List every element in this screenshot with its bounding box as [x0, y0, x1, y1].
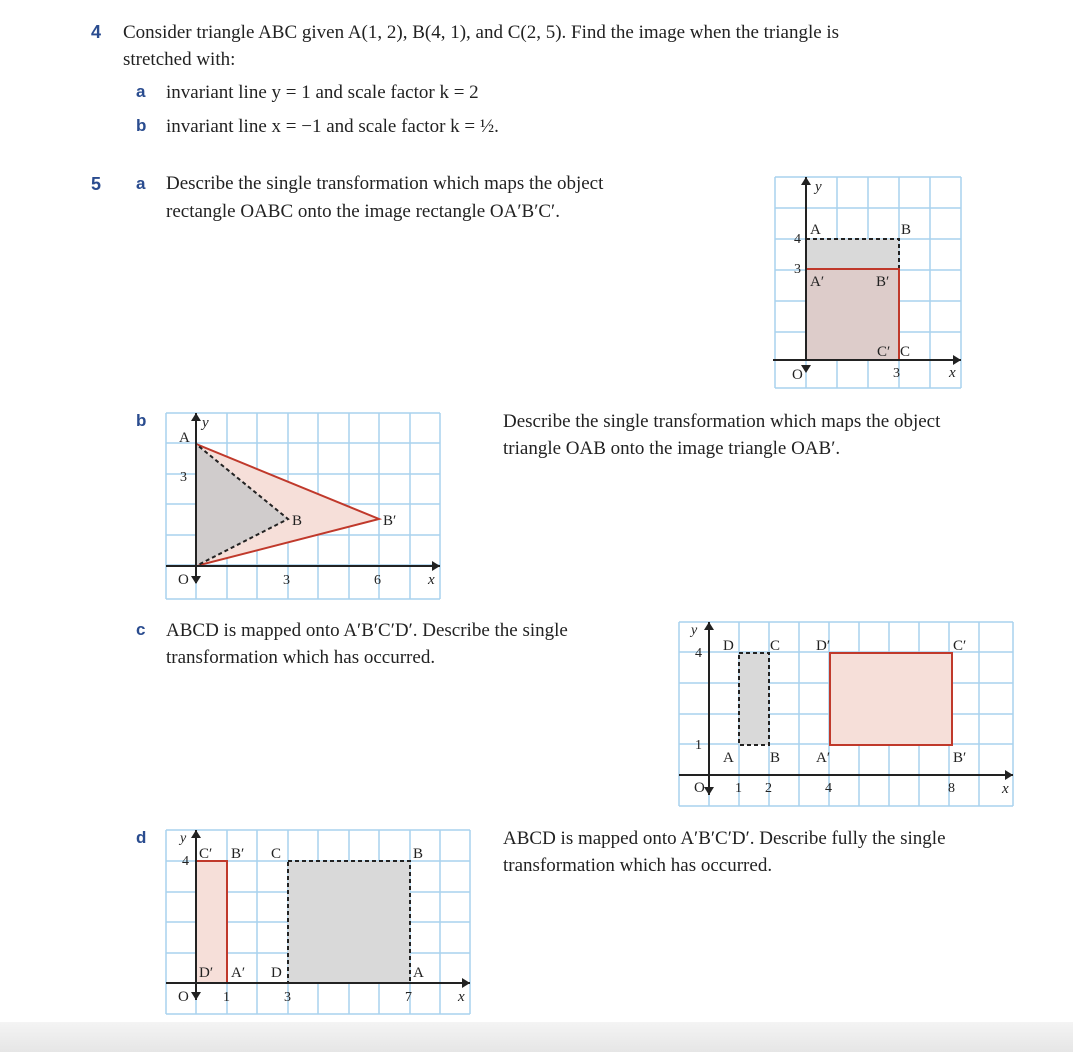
graph-5d-point-d: D: [271, 965, 282, 981]
graph-5c: [677, 620, 1017, 810]
graph-5c-point-a: A: [723, 750, 734, 766]
question-5d-label: d: [136, 828, 147, 847]
graph-5c-point-d-prime: D′: [816, 638, 831, 654]
graph-5c-point-a-prime: A′: [816, 750, 831, 766]
question-5c-label: c: [136, 620, 146, 639]
graph-5a-point-b: B: [901, 222, 912, 238]
graph-5c-point-b: B: [770, 750, 781, 766]
graph-5a-tick-y3: 3: [794, 262, 801, 277]
graph-5c-tick-x4: 4: [825, 781, 832, 796]
graph-5d-point-d-prime: D′: [199, 965, 214, 981]
graph-5b-point-a: A: [179, 430, 190, 446]
question-4-line1: Consider triangle ABC given A(1, 2), B(4, 1), and C(2, 5). Find the image when the triangle is: [123, 22, 840, 43]
graph-5d-point-a-prime: A′: [231, 965, 246, 981]
question-5c-line2: transformation which has occurred.: [166, 647, 436, 668]
object-rectangle-abcd: [739, 653, 769, 745]
graph-5a-x-label: x: [949, 365, 956, 381]
graph-5d-tick-x1: 1: [223, 990, 230, 1005]
graph-5b-x-label: x: [428, 572, 435, 588]
graph-5d-origin: O: [178, 989, 189, 1005]
graph-5a-point-c-prime: C′: [877, 344, 891, 360]
graph-5c-x-label: x: [1002, 781, 1009, 797]
graph-5d-tick-x3: 3: [284, 990, 291, 1005]
graph-5d-point-a: A: [413, 965, 424, 981]
graph-5c-tick-x8: 8: [948, 781, 955, 796]
graph-5a-y-label: y: [815, 179, 822, 195]
graph-5a-point-b-prime: B′: [876, 274, 890, 290]
question-5a-label: a: [136, 174, 146, 193]
graph-5a-tick-x3: 3: [893, 366, 900, 381]
graph-5c-point-c-prime: C′: [953, 638, 967, 654]
question-4-line2: stretched with:: [123, 49, 236, 70]
graph-5d-x-label: x: [458, 989, 465, 1005]
graph-5a-origin: O: [792, 367, 803, 383]
graph-5b-y-label: y: [202, 415, 209, 431]
graph-5c-point-d: D: [723, 638, 734, 654]
graph-5b-point-b: B: [292, 513, 303, 529]
question-4a-label: a: [136, 82, 146, 101]
question-5b-line2: triangle OAB onto the image triangle OAB′.: [503, 438, 841, 459]
graph-5a-point-a: A: [810, 222, 821, 238]
graph-5b-point-b-prime: B′: [383, 513, 397, 529]
graph-5b-origin: O: [178, 572, 189, 588]
graph-5d-point-c-prime: C′: [199, 846, 213, 862]
question-4-number: 4: [91, 22, 102, 42]
question-5b-label: b: [136, 411, 147, 430]
graph-5c-tick-x2: 2: [765, 781, 772, 796]
question-5d-line1: ABCD is mapped onto A′B′C′D′. Describe fully the single: [503, 828, 946, 849]
object-rectangle-abcd: [288, 861, 410, 983]
bottom-edge-shadow: [0, 1022, 1073, 1052]
graph-5a-tick-y4: 4: [794, 232, 801, 247]
graph-5c-tick-x1: 1: [735, 781, 742, 796]
graph-5a: [773, 175, 963, 390]
graph-5d-tick-y4: 4: [182, 854, 189, 869]
question-5a-line2: rectangle OABC onto the image rectangle OA′B′C′.: [166, 201, 560, 222]
graph-5d-y-label: y: [180, 831, 187, 846]
question-4b-text: invariant line x = −1 and scale factor k = ½.: [166, 116, 499, 137]
graph-5d: [164, 828, 474, 1018]
question-4b-label: b: [136, 116, 147, 135]
question-5d-line2: transformation which has occurred.: [503, 855, 773, 876]
graph-5d-point-b-prime: B′: [231, 846, 245, 862]
question-5a-line1: Describe the single transformation which maps the object: [166, 173, 604, 194]
graph-5b-tick-y3: 3: [180, 470, 187, 485]
graph-5c-point-b-prime: B′: [953, 750, 967, 766]
question-5b-line1: Describe the single transformation which maps the object: [503, 411, 941, 432]
graph-5a-point-a-prime: A′: [810, 274, 825, 290]
graph-5b-tick-x6: 6: [374, 573, 381, 588]
graph-5b-tick-x3: 3: [283, 573, 290, 588]
graph-5d-point-c: C: [271, 846, 282, 862]
image-rectangle-abcd-prime: [830, 653, 952, 745]
graph-5c-tick-y4: 4: [695, 646, 702, 661]
graph-5c-tick-y1: 1: [695, 738, 702, 753]
graph-5c-y-label: y: [691, 623, 698, 638]
graph-5d-point-b: B: [413, 846, 424, 862]
graph-5b: [164, 411, 444, 601]
graph-5c-origin: O: [694, 780, 705, 796]
graph-5d-tick-x7: 7: [405, 990, 412, 1005]
graph-5c-point-c: C: [770, 638, 781, 654]
graph-5a-point-c: C: [900, 344, 911, 360]
question-5-number: 5: [91, 174, 102, 194]
question-5c-line1: ABCD is mapped onto A′B′C′D′. Describe the single: [166, 620, 568, 641]
question-4a-text: invariant line y = 1 and scale factor k = 2: [166, 82, 479, 103]
